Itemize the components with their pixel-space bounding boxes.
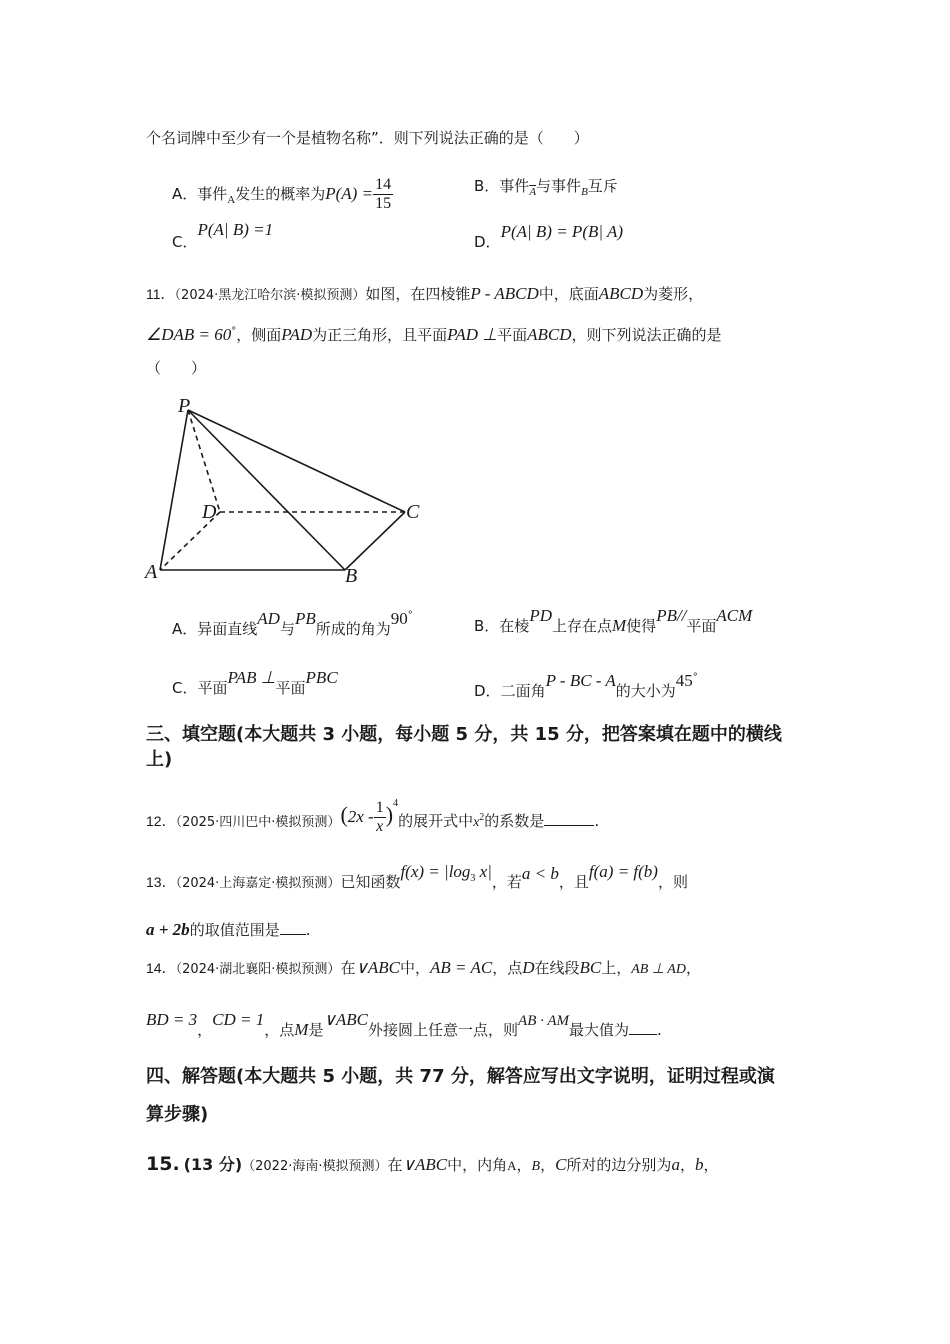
question-number: 15.: [146, 1153, 180, 1175]
math: a + 2b: [146, 920, 190, 939]
math: ACM: [716, 606, 753, 625]
text: ，侧面: [236, 326, 282, 344]
math: f(x) = |log: [400, 862, 471, 881]
text: ，且: [558, 873, 589, 891]
text: .: [305, 921, 311, 939]
text: 的系数是: [484, 812, 545, 830]
math: ∨ABC: [355, 958, 401, 977]
text: 上存在点: [551, 617, 612, 635]
section-3-title-line2: 上): [146, 749, 173, 770]
q11-option-c: [172, 668, 338, 698]
math: 2x -: [347, 807, 374, 826]
q10-stem-tail: 个名词牌中至少有一个是植物名称”．则下列说法正确的是（ ）: [146, 129, 589, 147]
numerator: 1: [375, 799, 384, 816]
math: P(A| B) =1: [197, 220, 274, 239]
option-label: B．: [474, 617, 500, 635]
math: a < b: [521, 864, 559, 883]
text: 的大小为: [615, 682, 676, 700]
text: ，: [685, 959, 701, 977]
exponent: 2: [479, 812, 485, 823]
fraction: [374, 799, 386, 836]
math: P - BC - A: [545, 671, 616, 690]
text: 平面: [497, 326, 528, 344]
math: A: [529, 186, 537, 198]
text: 最大值为: [569, 1021, 630, 1039]
text: ，: [516, 1156, 532, 1174]
option-label: D．: [474, 682, 501, 700]
text: .: [594, 812, 600, 830]
text: 在: [387, 1156, 403, 1174]
math: A: [227, 194, 236, 206]
math: PB//: [656, 606, 687, 625]
text: 平面: [686, 617, 717, 635]
text: 如图，在四棱锥: [365, 285, 471, 303]
math: AB · AM: [518, 1013, 569, 1029]
fraction: [373, 176, 393, 213]
label-c: C: [406, 501, 420, 523]
math: ∨ABC: [323, 1010, 369, 1029]
text: ，则下列说法正确的是: [571, 326, 722, 344]
math: PD: [529, 606, 552, 625]
question-number: 13．: [146, 874, 176, 890]
q10-option-d: [474, 222, 624, 252]
math: BD = 3: [146, 1010, 198, 1029]
option-text: 事件: [499, 177, 530, 195]
math: ∨ABC: [402, 1155, 448, 1174]
q11-option-b: [474, 606, 753, 636]
answer-blank[interactable]: [629, 1020, 657, 1035]
option-label: C．: [172, 679, 198, 697]
text: 在线段: [534, 959, 580, 977]
math: ABCD: [598, 284, 644, 303]
text: ，则: [657, 873, 688, 891]
question-source: （2024·湖北襄阳·模拟预测）: [175, 962, 341, 977]
math: CD = 1: [212, 1010, 265, 1029]
text: 上，: [601, 959, 632, 977]
math: M: [612, 616, 627, 635]
q11-paren: （ ）: [146, 359, 207, 377]
text: 的展开式中: [398, 812, 474, 830]
text: 在棱: [499, 617, 530, 635]
math: a: [671, 1155, 680, 1174]
math: P(A| B) = P(B| A): [500, 222, 624, 241]
q15-line1: [146, 1152, 718, 1179]
section-4-title-line1: 四、解答题(本大题共 5 小题，共 77 分，解答应写出文字说明，证明过程或演: [146, 1066, 775, 1087]
math: PAD: [281, 325, 313, 344]
text: 中，: [400, 959, 431, 977]
q13-line2: [146, 920, 310, 940]
math: ABCD: [527, 325, 572, 344]
text: 外接圆上任意一点，则: [368, 1021, 519, 1039]
exponent: 4: [393, 798, 399, 809]
math: PBC: [305, 668, 338, 687]
math: P - ABCD: [470, 284, 539, 303]
q14-line1: [146, 958, 701, 980]
section-3-title-line1: 三、填空题(本大题共 3 小题，每小题 5 分，共 15 分，把答案填在题中的横线: [146, 724, 782, 745]
math: 45: [675, 671, 693, 690]
text: 二面角: [500, 682, 546, 700]
math: B: [581, 186, 588, 198]
q14-line2: [146, 1010, 662, 1041]
q11-line1: [146, 284, 703, 306]
option-text: 互斥: [587, 177, 618, 195]
math: B: [531, 1159, 541, 1174]
text: 为正三角形，且平面: [312, 326, 448, 344]
q10-option-a: [172, 176, 393, 213]
denominator: x: [376, 818, 384, 835]
text: ，若: [491, 873, 522, 891]
q10-option-c: [172, 220, 274, 252]
math: x: [473, 815, 480, 830]
math: 90: [390, 609, 408, 628]
text: ，: [679, 1156, 695, 1174]
text: 已知函数: [340, 873, 401, 891]
question-source: （2025·四川巴中·模拟预测）: [175, 815, 341, 830]
text: 中，底面: [538, 285, 599, 303]
math: PB: [294, 609, 316, 628]
text: 与: [279, 620, 295, 638]
q12: 12．（2025·四川巴中·模拟预测）(2x - $\frac{1}{x}$ )$^4$的展开式中$x^2$的系数是 .: [146, 798, 600, 835]
question-source: （2024·上海嘉定·模拟预测）: [175, 876, 341, 891]
question-source: （2024·黑龙江哈尔滨·模拟预测）: [174, 288, 366, 303]
answer-blank[interactable]: [544, 811, 594, 826]
text: 使得: [626, 617, 657, 635]
math: PAB ⊥: [227, 668, 276, 687]
math: ∠DAB = 60: [146, 325, 232, 344]
option-label: D．: [474, 233, 501, 251]
text: ，点: [492, 959, 523, 977]
q13-line1: [146, 862, 688, 895]
math: b: [694, 1155, 704, 1174]
text: 平面: [197, 679, 228, 697]
question-number: 14．: [146, 960, 176, 976]
question-number: 12．: [146, 813, 176, 829]
q11-option-d: D．二面角P - BC - A的大小为45°: [474, 671, 698, 700]
math: AB ⊥ AD: [631, 962, 686, 977]
edge-bc: [345, 512, 405, 570]
math: BC: [579, 958, 602, 977]
math: PAD ⊥: [447, 325, 498, 344]
text: 异面直线: [197, 620, 258, 638]
text: 为菱形，: [643, 285, 704, 303]
answer-blank[interactable]: [280, 920, 306, 935]
math: A: [507, 1158, 517, 1173]
label-d: D: [202, 501, 217, 523]
text: ，点: [264, 1021, 295, 1039]
option-text: 发生的概率为: [235, 185, 326, 203]
text: 的取值范围是: [189, 921, 280, 939]
text: .: [657, 1021, 662, 1039]
text: 所成的角为: [315, 620, 391, 638]
text: 中，内角: [447, 1156, 508, 1174]
pyramid-figure: [140, 390, 440, 590]
math: f(a) = f(b): [588, 862, 658, 881]
section-4-title-line2: 算步骤): [146, 1104, 209, 1125]
math: x|: [475, 862, 492, 881]
question-number: 11．: [146, 286, 175, 302]
q11-line2: ∠DAB = 60°，侧面PAD为正三角形，且平面PAD ⊥平面ABCD，则下列说法正确的是: [146, 325, 722, 344]
math: P(A) =: [325, 184, 374, 203]
text: 平面: [275, 679, 306, 697]
edge-pc: [188, 410, 405, 512]
math: AB = AC: [430, 958, 493, 977]
option-label: C．: [172, 233, 198, 251]
math: C: [555, 1155, 567, 1174]
q10-option-b: [474, 176, 618, 202]
text: 所对的边分别为: [566, 1156, 672, 1174]
option-label: B．: [474, 177, 500, 195]
math: M: [294, 1020, 309, 1039]
option-text: 事件: [197, 185, 228, 203]
option-label: A．: [172, 185, 198, 203]
option-text: 与事件: [536, 177, 582, 195]
q11-option-a: A．异面直线AD与PB所成的角为90°: [172, 609, 413, 638]
text: 在: [340, 959, 356, 977]
question-source: （2022·海南·模拟预测）: [242, 1159, 388, 1174]
math: D: [522, 958, 535, 977]
subscript: 3: [470, 873, 476, 884]
question-score: (13 分): [183, 1155, 243, 1174]
edge-pb: [188, 410, 345, 570]
option-label: A．: [172, 620, 198, 638]
label-a: A: [145, 561, 158, 583]
text: ，: [197, 1021, 213, 1039]
math: AD: [257, 609, 280, 628]
text: ，: [540, 1156, 556, 1174]
numerator: 14: [375, 176, 392, 193]
denominator: 15: [375, 195, 392, 212]
label-p: P: [178, 395, 191, 417]
text: ，: [703, 1156, 719, 1174]
text: 是: [308, 1021, 324, 1039]
label-b: B: [345, 565, 358, 587]
